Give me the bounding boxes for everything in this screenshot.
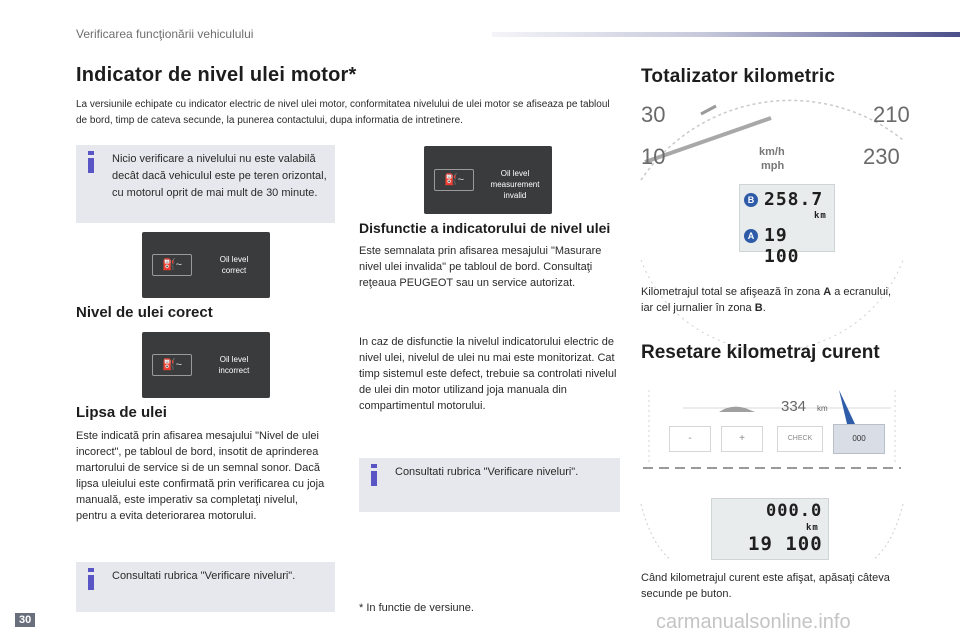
header-section-title: Verificarea funcţionării vehiculului [76,27,254,41]
lcd-total-value: 19 100 [748,533,823,555]
reset-trip-title: Resetare kilometraj curent [641,342,880,363]
reset-text: Când kilometrajul curent este afişat, apăsaţi câteva secunde pe buton. [641,572,890,600]
watermark: carmanualsonline.info [656,611,851,633]
intro-text: La versiunile echipate cu indicator electric de nivel ulei motor, conformitatea nivelului de ulei motor se afiseaza pe tabloul de bord, timp de cateva secunde, la punerea contactului, dupa informatia de intretinere. [76,99,610,126]
gauge-num-10: 10 [641,144,666,169]
indicator-fault-text: Este semnalata prin afisarea mesajului "Masurare nivel ulei invalida" pe tabloul de bord. Consultaţi reţeaua PEUGEOT sau un service autorizat. [359,245,602,289]
reset-lcd [711,498,829,560]
gauge-num-210: 210 [873,102,910,127]
gauge-num-30: 30 [641,102,666,127]
gauge-unit-kmh: km/h [759,146,785,158]
oil-lack-title: Lipsa de ulei [76,404,167,421]
oil-can-icon: ⛽~ [152,354,192,376]
correct-level-title: Nivel de ulei corect [76,304,213,321]
footnote: * In functie de versiune. [359,602,474,614]
header-bar [492,32,960,37]
speedometer-gauge [641,100,910,276]
indicator-fault-title: Disfunctie a indicatorului de nivel ulei [359,220,611,236]
info-icon [371,464,377,486]
screen-oil-invalid: ⛽~ Oil level measurement invalid [424,146,552,214]
screen-oil-incorrect: ⛽~ Oil level incorrect [142,332,270,398]
trip-unit: km [814,211,827,221]
zone-b-badge: B [744,193,758,207]
reset-000-button[interactable]: 000 [833,424,885,454]
gauge-num-230: 230 [863,144,900,169]
info-box-horizontal: Nicio verificare a nivelului nu este valabilă decât dacă vehiculul este pe teren orizontal, cu motorul oprit de mai mult de 30 minute. [76,145,335,223]
info-icon [88,568,94,590]
decrease-button[interactable]: - [669,426,711,452]
increase-button[interactable]: + [721,426,763,452]
odometer-text: Kilometrajul total se afişează în zona A a ecranului, iar cel jurnalier în zona B. [641,286,892,314]
panel-unit: km [817,404,828,413]
total-value: 19 100 [764,225,800,267]
trip-value: 258.7 [764,189,824,210]
indicator-fault-text-2: In caz de disfunctie la nivelul indicatorului electric de nivel ulei, nivelul de ulei nu mai este monitorizat. Cat timp sistemul este defect, trebuie sa controlati nivelul de ulei din motor utilizand joja manuala din compartimentul motorului. [359,336,617,412]
page-number: 30 [15,613,35,627]
odometer-lcd [739,184,835,267]
check-button[interactable]: CHECK [777,426,823,452]
lcd-trip-value: 000.0 [766,501,823,521]
info-box-check-levels-middle: Consultati rubrica "Verificare niveluri". [359,458,620,512]
info-icon [88,151,94,173]
panel-distance: 334 [781,398,807,415]
oil-can-icon: ⛽~ [152,254,192,276]
odometer-title: Totalizator kilometric [641,66,836,87]
screen-oil-correct: ⛽~ Oil level correct [142,232,270,298]
reset-panel [641,384,903,560]
lcd-unit: km [806,523,819,533]
oil-can-icon: ⛽~ [434,169,474,191]
oil-indicator-title: Indicator de nivel ulei motor* [76,64,357,86]
zone-a-badge: A [744,229,758,243]
info-box-check-levels-left: Consultati rubrica "Verificare niveluri". [76,562,335,612]
oil-lack-text: Este indicată prin afisarea mesajului "Nivel de ulei incorect", pe tabloul de bord, insotit de aprinderea martorului de service si de un semnal sonor. Dacă lipsa uleiului este confirmată prin verificarea cu joja manuală, este imperativ sa completaţi nivelul, pentru a evita deteriorarea motorului. [76,430,325,522]
gauge-unit-mph: mph [761,160,785,172]
